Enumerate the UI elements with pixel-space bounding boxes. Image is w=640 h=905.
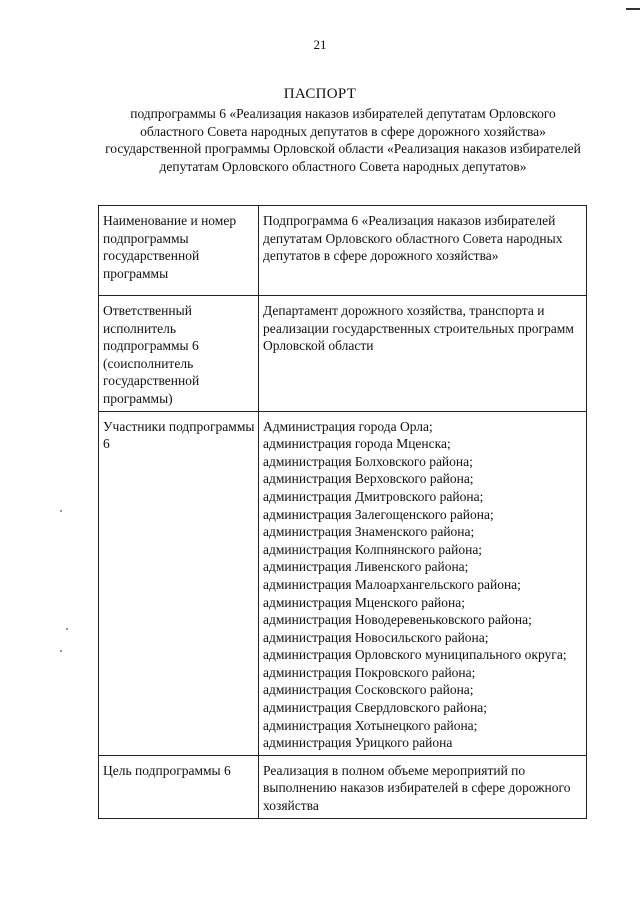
participant-item: администрация Хотынецкого района;: [263, 717, 478, 733]
participant-item: администрация Новодеревеньковского района;: [263, 612, 532, 628]
participant-item: Администрация города Орла;: [263, 418, 433, 434]
participant-item: администрация Новосильского района;: [263, 629, 489, 645]
row-label: Наименование и номер подпрограммы государственной программы: [99, 206, 259, 296]
participant-item: администрация Свердловского района;: [263, 700, 488, 716]
table-row: [99, 411, 587, 755]
corner-scan-mark: [626, 8, 640, 10]
row-label: Участники подпрограммы 6: [99, 411, 259, 755]
participant-item: администрация Урицкого района: [263, 735, 453, 751]
table-row: [99, 755, 587, 818]
participant-item: администрация Орловского муниципального округа;: [263, 647, 567, 663]
row-value: Реализация в полном объеме мероприятий по выполнению наказов избирателей в сфере дорожного хозяйства: [259, 755, 587, 818]
participant-item: администрация Верховского района;: [263, 471, 474, 487]
row-label: Ответственный исполнитель подпрограммы 6 (соисполнитель государственной программы): [99, 296, 259, 412]
participant-item: администрация Сосковского района;: [263, 682, 474, 698]
participant-item: администрация Ливенского района;: [263, 559, 469, 575]
scan-speck: [60, 510, 62, 512]
table-row: [99, 296, 587, 412]
row-label: Цель подпрограммы 6: [99, 755, 259, 818]
participants-list: [259, 411, 587, 755]
participant-item: администрация Колпнянского района;: [263, 541, 483, 557]
participant-item: администрация Малоархангельского района;: [263, 576, 521, 592]
participant-item: администрация Дмитровского района;: [263, 488, 484, 504]
row-value: Подпрограмма 6 «Реализация наказов избирателей депутатам Орловского областного Совета народных депутатов в сфере дорожного хозяйства»: [259, 206, 587, 296]
participant-item: администрация Болховского района;: [263, 453, 473, 469]
row-value: Департамент дорожного хозяйства, транспорта и реализации государственных строительных программ Орловской области: [259, 296, 587, 412]
participant-item: администрация Залегощенского района;: [263, 506, 494, 522]
participant-item: администрация города Мценска;: [263, 436, 451, 452]
participant-item: администрация Знаменского района;: [263, 524, 475, 540]
passport-table: [98, 205, 587, 819]
participant-item: администрация Мценского района;: [263, 594, 465, 610]
document-title: ПАСПОРТ: [283, 86, 357, 102]
table-row: [99, 206, 587, 296]
participant-item: администрация Покровского района;: [263, 664, 476, 680]
document-subtitle: подпрограммы 6 «Реализация наказов избирателей депутатам Орловского областного Совета народных депутатов в сфере дорожного хозяйства» государственной программы Орловской области «Реализация наказов избирателей депутатам Орловского областного Совета народных депутатов»: [105, 106, 581, 174]
page-number: 21: [313, 37, 327, 52]
scan-speck: [66, 628, 68, 630]
scan-speck: [60, 650, 62, 652]
